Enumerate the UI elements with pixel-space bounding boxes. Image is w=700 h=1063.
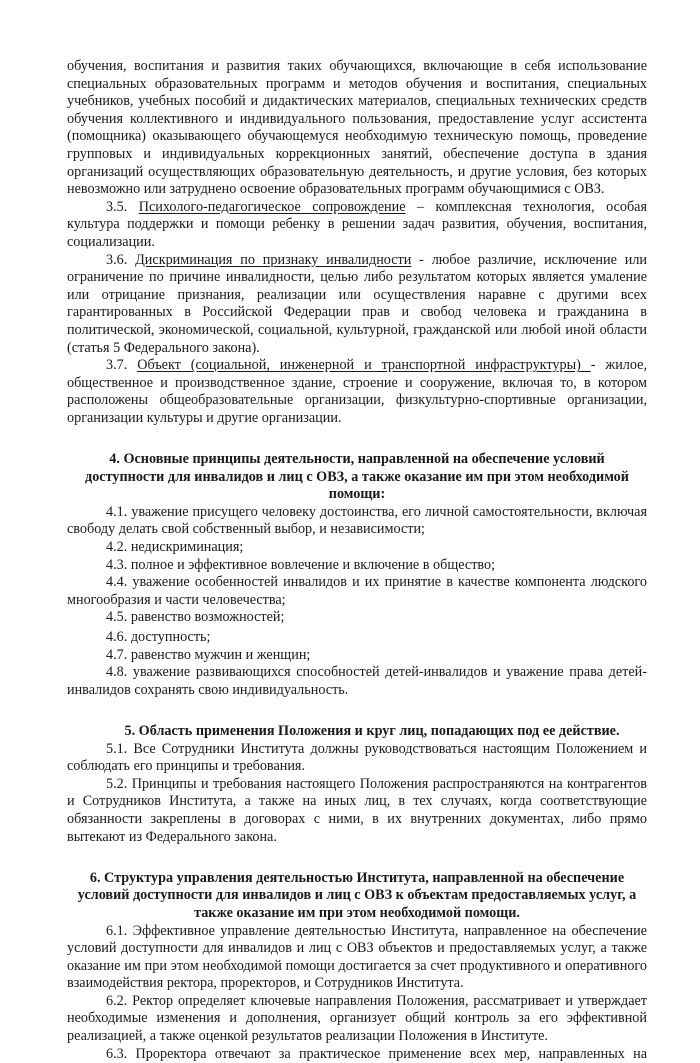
section-5-heading: 5. Область применения Положения и круг лиц, попадающих под ее действие.: [124, 722, 620, 739]
definition-3-6: [67, 252, 647, 358]
definition-term: Объект (социальной, инженерной и транспортной инфраструктуры): [137, 357, 591, 374]
definition-3-5: [67, 199, 647, 252]
list-item: 4.1. уважение присущего человеку достоинства, его личной самостоятельности, включая свободу делать свой собственный выбор, и независимости;: [67, 503, 647, 538]
definition-text: - жилое, общественное и производственное здание, строение и сооружение, включая то, в котором расположены общеобразовательные организации, физкультурно-спортивные организации, организации культуры и другие организации.: [67, 357, 647, 426]
list-item: 4.4. уважение особенностей инвалидов и их принятие в качестве компонента людского многообразия и части человечества;: [67, 574, 647, 608]
list-item: 5.1. Все Сотрудники Института должны руководствоваться настоящим Положением и соблюдать его принципы и требования.: [67, 740, 647, 775]
definition-number: 3.5.: [106, 198, 128, 215]
list-item: 4.3. полное и эффективное вовлечение и включение в общество;: [106, 556, 496, 573]
list-item: 6.2. Ректор определяет ключевые направления Положения, рассматривает и утверждает необходимые изменения и дополнения, организует общий контроль за его эффективной реализацией, а также оценкой результатов реализации Положения в Институте.: [67, 992, 647, 1045]
list-item: 6.3. Проректора отвечают за практическое применение всех мер, направленных на: [106, 1045, 647, 1062]
spacer: [67, 427, 647, 445]
definition-text: – комплексная технология, особая культура поддержки и помощи ребенку в решении задач развития, обучения, воспитания, социализации.: [67, 198, 647, 250]
definition-term: Психолого-педагогическое сопровождение: [138, 198, 406, 215]
intro-paragraph: обучения, воспитания и развития таких обучающихся, включающие в себя использование специальных образовательных программ и методов обучения и воспитания, специальных учебников, учебных пособий и дидактических материалов, специальных технических средств обучения коллективного и индивидуального пользования, предоставление услуг ассистента (помощника) оказывающего обучающемуся необходимую техническую помощь, проведение групповых и индивидуальных коррекционных занятий, обеспечение доступа в здания организаций осуществляющих образовательную деятельность, и другие условия, без которых невозможно или затруднено освоение образовательных программ обучающимися с ОВЗ.: [67, 58, 647, 198]
spacer: [67, 699, 647, 717]
section-6-heading: 6. Структура управления деятельностью Института, направленной на обеспечение условий доступности для инвалидов и лиц с ОВЗ к объектам предоставляемых услуг, а также оказание им при этом необходимой помощи.: [77, 869, 637, 921]
list-item: 4.5. равенство возможностей;: [106, 609, 285, 626]
definition-term: Дискриминация по признаку инвалидности: [135, 251, 412, 268]
spacer: [67, 846, 647, 864]
definition-number: 3.7.: [106, 357, 128, 374]
document-page: [67, 58, 647, 1063]
list-item: 4.8. уважение развивающихся способностей детей-инвалидов и уважение права детей-инвалидов сохранять свою индивидуальность.: [67, 664, 647, 698]
definition-3-7: [67, 357, 647, 427]
list-item: 4.6. доступность;: [106, 629, 211, 645]
list-item: 4.7. равенство мужчин и женщин;: [106, 646, 311, 663]
definition-text: - любое различие, исключение или ограничение по причине инвалидности, целью либо результатом которых является умаление или отрицание признания, реализации или осуществления наравне с другими всех гарантированных в Российской Федерации прав и свобод человека и гражданина в политической, экономической, социальной, культурной, гражданской или любой иной области (статья 5 Федерального закона).: [67, 251, 648, 356]
section-4-heading: 4. Основные принципы деятельности, направленной на обеспечение условий доступности для инвалидов и лиц с ОВЗ, а также оказание им при этом необходимой помощи:: [85, 451, 629, 503]
list-item: 4.2. недискриминация;: [106, 539, 244, 556]
definition-number: 3.6.: [106, 251, 128, 268]
list-item: 5.2. Принципы и требования настоящего Положения распространяются на контрагентов и Сотрудников Института, а также на иных лиц, в тех случаях, когда соответствующие обязанности закреплены в договорах с ними, в их внутренних документах, либо прямо вытекают из Федерального закона.: [67, 775, 647, 845]
list-item: 6.1. Эффективное управление деятельностью Института, направленное на обеспечение условий доступности для инвалидов и лиц с ОВЗ объектов и предоставляемых услуг, а также оказание им при этом необходимой помощи достигается за счет продуктивного и оперативного взаимодействия ректора, проректоров, и Сотрудников Института.: [67, 922, 647, 992]
